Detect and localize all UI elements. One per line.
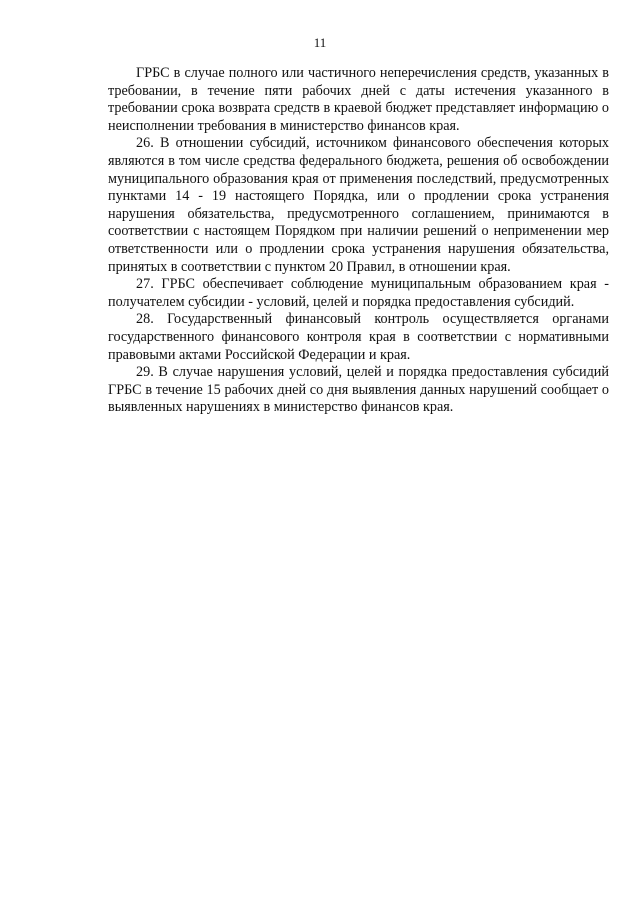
paragraph-29: 29. В случае нарушения условий, целей и порядка предоставления субсидий ГРБС в течение 15 рабочих дней со дня выявления данных нарушений сообщает о выявленных нарушениях в министерство финансов края. [108, 364, 609, 416]
paragraph-continued: ГРБС в случае полного или частичного неперечисления средств, указанных в требовании, в течение пяти рабочих дней с даты истечения указанного в требовании срока возврата средств в краевой бюджет представляет информацию о неисполнении требования в министерство финансов края. [108, 65, 609, 134]
paragraph-26: 26. В отношении субсидий, источником финансового обеспечения которых являются в том числе средства федерального бюджета, решения об освобождении муниципального образования края от применения последствий, предусмотренных пунктами 14 - 19 настоящего Порядка, или о продлении срока устранения нарушения обязательства, предусмотренного соглашением, принимаются в соответствии с настоящем Порядком при наличии решений о неприменении мер ответственности или о продлении срока устранения нарушения обязательства, принятых в соответствии с пунктом 20 Правил, в отношении края. [108, 135, 609, 275]
paragraph-28: 28. Государственный финансовый контроль осуществляется органами государственного финансового контроля края в соответствии с нормативными правовыми актами Российской Федерации и края. [108, 311, 609, 363]
document-body [108, 65, 609, 417]
page-number: 11 [313, 35, 327, 50]
paragraph-27: 27. ГРБС обеспечивает соблюдение муниципальным образованием края - получателем субсидии - условий, целей и порядка предоставления субсидий. [108, 276, 609, 310]
